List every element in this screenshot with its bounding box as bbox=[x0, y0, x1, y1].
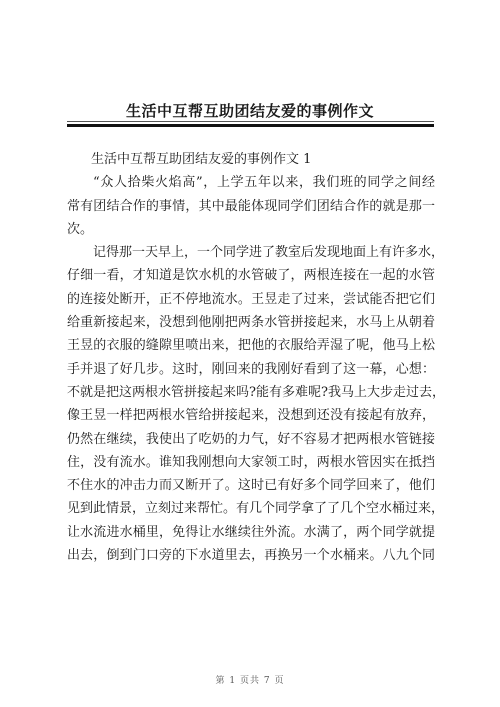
text-line: 给重新接起来，没想到他刚把两条水管拼接起来，水马上从朝着 bbox=[67, 315, 435, 331]
text-line: 不就是把这两根水管拼接起来吗?能有多难呢?我马上大步走过去， bbox=[67, 384, 445, 400]
text-line: 不住水的冲击力而又断开了。这时已有好多个同学回来了，他们 bbox=[67, 478, 435, 494]
text-line: 让水流进水桶里，免得让水继续往外流。水满了，两个同学就提 bbox=[67, 524, 435, 540]
document-body bbox=[67, 148, 445, 567]
text-line: 常有团结合作的事情，其中最能体现同学们团结合作的就是那一 bbox=[67, 198, 435, 214]
text-line: 次。 bbox=[67, 221, 94, 237]
text-line: 仍然在继续，我使出了吃奶的力气，好不容易才把两根水管链接 bbox=[67, 431, 435, 447]
text-line: 仔细一看，才知道是饮水机的水管破了，两根连接在一起的水管 bbox=[67, 268, 435, 284]
text-line: 住，没有流水。谁知我刚想向大家领工时，两根水管因实在抵挡 bbox=[67, 454, 435, 470]
text-line: 王昱的衣服的缝隙里喷出来，把他的衣服给弄湿了呢，他马上松 bbox=[67, 338, 435, 354]
title-rule-thin bbox=[67, 121, 434, 122]
document-title: 生活中互帮互助团结友爱的事例作文 bbox=[125, 102, 374, 120]
text-line: 手并退了好几步。这时，刚回来的我刚好看到了这一幕，心想： bbox=[67, 361, 435, 377]
title-rule-thick bbox=[67, 124, 434, 127]
text-line: “众人拾柴火焰高”，上学五年以来，我们班的同学之间经 bbox=[93, 175, 435, 191]
text-line: 见到此情景，立刻过来帮忙。有几个同学拿了了几个空水桶过来， bbox=[67, 501, 445, 517]
text-line: 出去，倒到门口旁的下水道里去，再换另一个水桶来。八九个同 bbox=[67, 548, 435, 564]
text-line: 像王昱一样把两根水管给拼接起来，没想到还没有接起有放弃， bbox=[67, 408, 435, 424]
body-text bbox=[67, 171, 445, 567]
text-line: 的连接处断开，正不停地流水。王昱走了过来，尝试能否把它们 bbox=[67, 291, 435, 307]
text-line: 记得那一天早上，一个同学进了教室后发现地面上有许多水， bbox=[93, 245, 445, 261]
page-footer: 第 1 页共 7 页 bbox=[215, 676, 285, 686]
section-heading: 生活中互帮互助团结友爱的事例作文 1 bbox=[91, 152, 312, 167]
